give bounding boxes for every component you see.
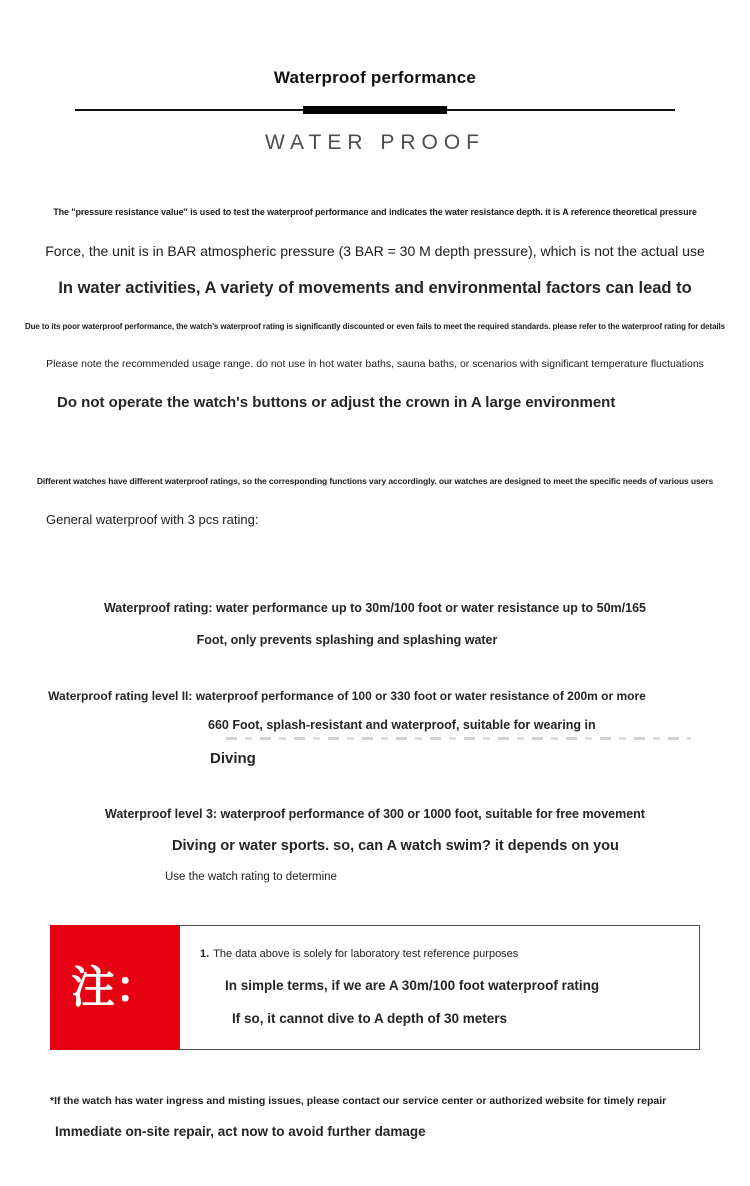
note-item3: If so, it cannot dive to A depth of 30 meters: [232, 1011, 508, 1026]
intro-line2: Force, the unit is in BAR atmospheric pressure (3 BAR = 30 M depth pressure), which is not the actual use: [45, 243, 705, 259]
footer-line2: Immediate on-site repair, act now to avoid further damage: [55, 1124, 426, 1139]
rating-level1-line1: Waterproof rating: water performance up to 30m/100 foot or water resistance up to 50m/165: [103, 601, 647, 615]
intro-line5: Please note the recommended usage range. do not use in hot water baths, sauna baths, or scenarios with significant temperature fluctuations: [46, 358, 704, 370]
note-item2: In simple terms, if we are A 30m/100 foot waterproof rating: [225, 978, 600, 993]
rating-level3-line2: Diving or water sports. so, can A watch swim? it depends on you: [172, 838, 619, 854]
intro-disclaimer-line4: Due to its poor waterproof performance, the watch's waterproof rating is significantly discounted or even fails to meet the required standards. please refer to the waterproof rating for details: [24, 322, 726, 331]
rating-level3-line3: Use the watch rating to determine: [165, 871, 337, 883]
rating-level2-line1: Waterproof rating level II: waterproof performance of 100 or 330 foot or water resistance of 200m or more: [48, 689, 646, 703]
intro-disclaimer-line1: The "pressure resistance value" is used to test the waterproof performance and indicates the water resistance depth. it is A reference theoretical pressure: [53, 207, 697, 217]
intro-line6: Do not operate the watch's buttons or adjust the crown in A large environment: [57, 394, 616, 411]
rating-level2-line3: Diving: [210, 750, 256, 767]
note-item1-number: 1.: [200, 948, 210, 960]
ratings-heading: General waterproof with 3 pcs rating:: [46, 512, 259, 527]
rating-level3-line1: Waterproof level 3: waterproof performance of 300 or 1000 foot, suitable for free movement: [105, 807, 645, 821]
rating-level1-line2: Foot, only prevents splashing and splashing water: [196, 633, 498, 647]
page-subtitle: WATER PROOF: [265, 131, 485, 154]
rating-level2-line2: 660 Foot, splash-resistant and waterproof, suitable for wearing in: [208, 718, 596, 732]
note-item1: [200, 948, 518, 960]
divider-accent-bar: [303, 106, 447, 114]
page-title: Waterproof performance: [273, 68, 477, 87]
footer-line1: *If the watch has water ingress and misting issues, please contact our service center or authorized website for timely repair: [50, 1095, 667, 1107]
note-label: 注：: [71, 962, 159, 1012]
note-item1-text: The data above is solely for laboratory test reference purposes: [213, 948, 519, 960]
intro-line3: In water activities, A variety of movements and environmental factors can lead to: [58, 279, 692, 297]
clipped-text-remnant: [226, 737, 691, 740]
note-red-badge: [50, 925, 180, 1050]
ratings-intro-small: Different watches have different waterproof ratings, so the corresponding functions vary accordingly. our watches are designed to meet the specific needs of various users: [36, 476, 714, 486]
